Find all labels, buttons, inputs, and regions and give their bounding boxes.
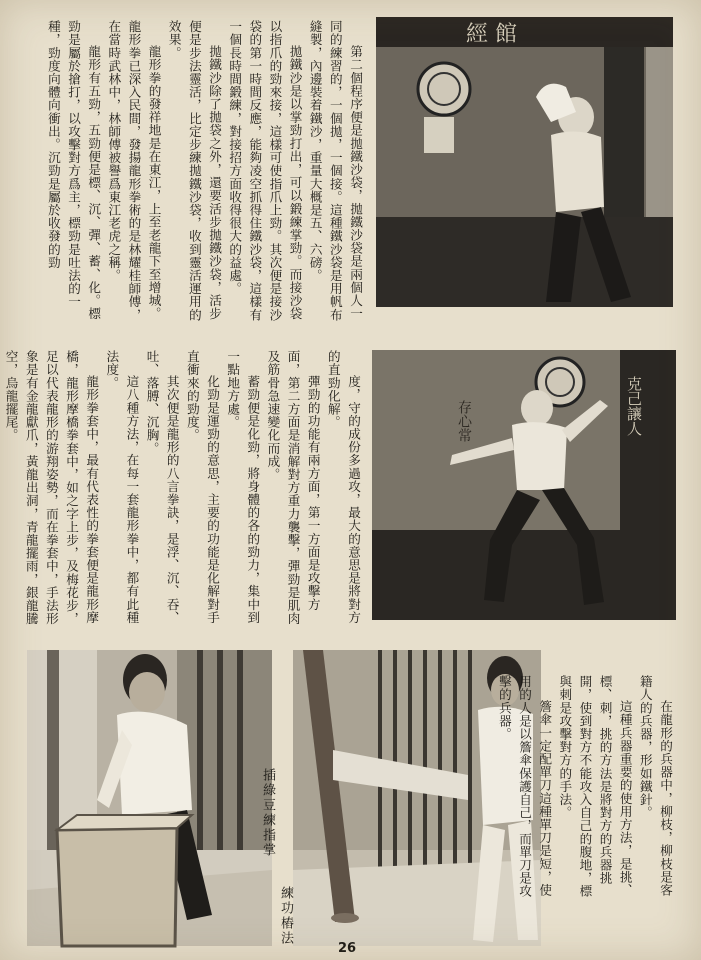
text-block-middle xyxy=(3,350,363,628)
photo-sandbag-training xyxy=(376,17,673,307)
photo-kung-fu-stance xyxy=(372,350,676,620)
text-block-bottom-right xyxy=(496,675,675,905)
paragraph: 簷傘一定配單刀這種單刀是短，使用的人是以簷傘保護自己，而單刀是攻擊的兵器。 xyxy=(496,675,553,898)
paragraph: 拋鐵沙是以掌勁打出，可以鍛練掌勁。而接沙袋以指爪的勁來接，這樣可使指爪上勁。其次便是接沙袋的第一時間反應，能夠凌空抓得住鐵沙袋，這樣有一個長時間鍛練，對接招方面收得很大的益處。 xyxy=(227,20,303,322)
paragraph: 在龍形的兵器中，柳枝，柳枝是客籍人的兵器，形如鐵針。 xyxy=(637,675,673,897)
paragraph: 度，守的成份多過攻，最大的意思是將對方的直勁化解。 xyxy=(325,350,361,625)
paragraph: 龍形有五勁，五勁便是標、沉、彈、蓄、化。標勁是屬於搶打，以攻擊對方爲主，標勁是吐法的一種，勁度向體向衝出。沉勁是屬於收發的勁 xyxy=(45,20,102,321)
paragraph: 彈勁的功能有兩方面，第一方面是攻擊方面，第二方面是消解對方重力襲擊，彈勁是肌肉及筋骨急速變化而成。 xyxy=(265,350,321,626)
paragraph: 這種兵器重要的使用方法，是挑、標、刺，挑的方法是將對方的兵器挑開，使到對方不能攻入自己的腹地，標與刺是攻擊對方的手法。 xyxy=(557,675,633,898)
banner-text: 經 館 xyxy=(466,22,517,47)
paragraph: 化勁是運勁的意思，主要的功能是化解對手直衝來的勁度。 xyxy=(184,350,221,625)
paragraph: 其次便是龍形的八言拳訣，是浮、沉、吞、吐、落膊、沉胸。 xyxy=(144,350,180,625)
banner-text: 存心常 xyxy=(456,400,472,442)
photo-finger-training xyxy=(27,650,272,946)
banner-text: 克己讓人 xyxy=(625,376,643,436)
caption-finger-training: 插綠豆練指掌 xyxy=(260,768,275,858)
text-block-top xyxy=(30,20,365,325)
caption-post-training: 練功樁法 xyxy=(278,886,293,946)
paragraph: 這八種方法，在每一套龍形拳中，都有此種法度。 xyxy=(104,350,140,625)
paragraph: 第二個程序便是拋鐵沙袋，拋鐵沙袋是兩個人一同的練習的，一個拋，一個接。這種鐵沙袋是用帆布縫製，內邊裝着鐵沙，重量大概是五、六磅。 xyxy=(307,20,363,322)
paragraph: 龍形拳套中，最有代表性的拳套便是龍形摩橋，龍形摩橋拳套中，如之字上步，及梅花步，足以代表龍形的游翔姿勢，而在拳套中，手法形象是有金龍獻爪，黃龍出洞，青龍擺雨，銀龍騰空，烏龍擺尾。 xyxy=(3,350,100,626)
paragraph: 拋鐵沙除了拋袋之外，還要活步拋鐵沙袋，活步便是步法靈活，比定步練拋鐵沙袋，收到靈活運用的效果。 xyxy=(166,20,223,322)
page-number: 26 xyxy=(338,941,357,956)
paragraph: 蓄勁便是化勁，將身體的各的勁力，集中到一點地方處。 xyxy=(225,350,261,625)
paragraph: 龍形拳的發祥地是在東江，上至老龍下至增城。龍形拳已深入民間，發揚龍形拳術的是林耀桂師傅，在當時武林中，林師傅被譽爲東江老虎之稱。 xyxy=(106,20,162,322)
